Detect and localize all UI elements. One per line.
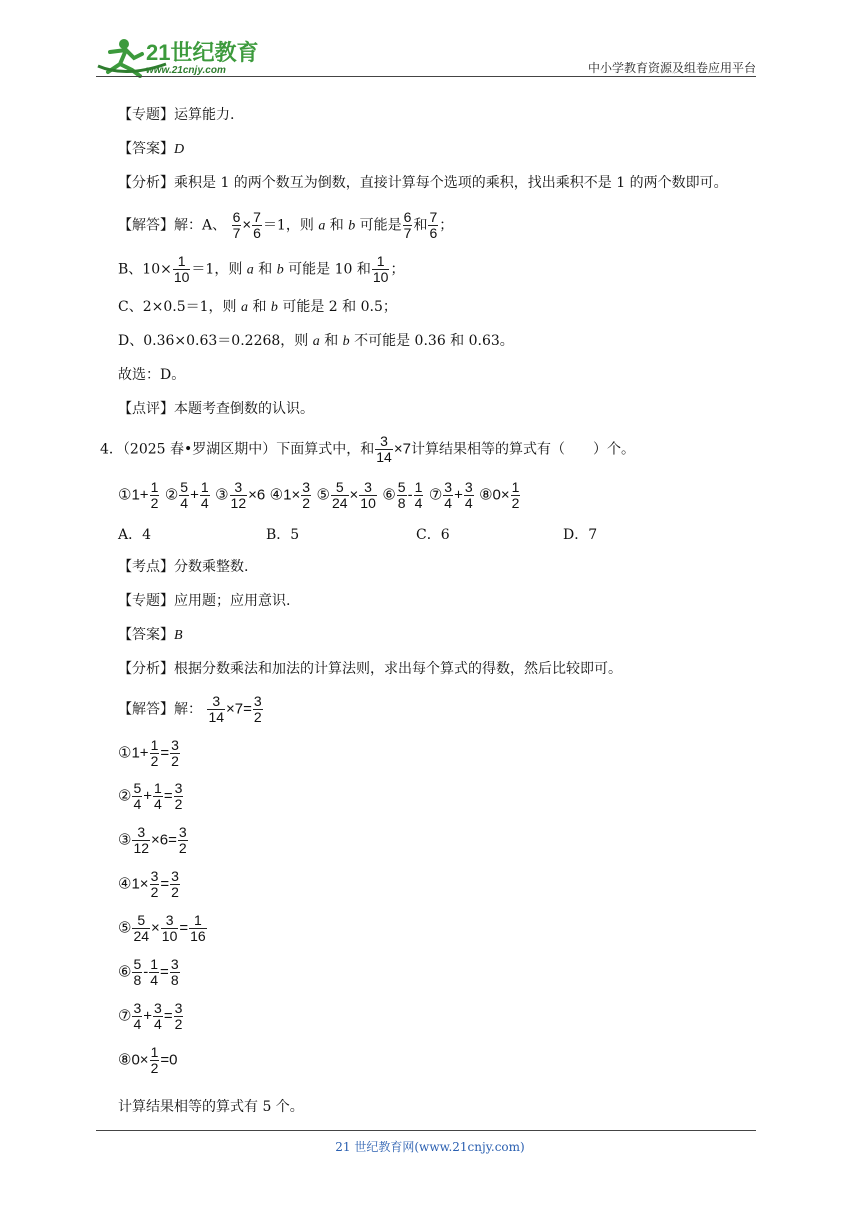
denominator: 8 [133,972,142,988]
times-sign: × [151,831,160,849]
numerator: 3 [464,479,473,495]
stem-pre: （2025 春•罗湖区期中）下面算式中，和 [122,441,375,458]
answer-label: 【答案】 [118,627,174,643]
equals-sign: = [179,919,189,937]
denominator: 8 [397,495,406,511]
var-b: b [348,218,356,234]
mark-5: ⑤ [118,918,132,937]
equals-sign: = [163,1007,173,1025]
answer-value: D [174,142,185,157]
var-a: a [318,218,326,234]
var-a: a [246,262,254,278]
q3-solution-d [118,331,514,352]
num: 0 [169,1051,178,1069]
numerator: 1 [150,956,159,972]
numerator: 3 [234,479,243,495]
solution-line-6 [118,957,181,988]
fraction-5-4 [179,480,189,511]
mark-4: ④ [269,485,284,504]
num: 0 [131,1051,140,1069]
fraction-3-2 [174,781,184,812]
numerator: 5 [133,956,142,972]
comment-label: 【点评】 [118,401,174,417]
denominator: 6 [253,225,261,241]
semicolon: ； [390,261,405,278]
q3-analysis [118,173,728,193]
q4-stem [100,434,635,465]
numerator: 3 [171,737,179,753]
denominator: 4 [414,495,423,511]
num: 1 [131,875,140,893]
denominator: 2 [150,1060,159,1076]
times-sign: × [139,875,149,893]
mark-8: ⑧ [479,485,493,504]
fraction-3-2 [301,480,311,511]
svg-text:21世纪教育: 21世纪教育 [146,40,259,65]
plus-sign: + [454,486,463,504]
and-word: 和 [258,261,273,278]
denominator: 2 [150,495,159,511]
fraction-3-14 [207,694,225,725]
denominator: 4 [154,1016,162,1032]
choice-b: B．5 [266,527,300,543]
solution-d: D、0.36×0.63＝0.2268，则 [118,333,309,349]
fraction-1-4 [153,781,163,812]
numerator: 3 [302,479,311,495]
plus-sign: + [139,486,149,504]
q4-knowledge-point [118,557,248,577]
equals-sign: = [160,1051,170,1069]
page-header [0,0,860,80]
denominator: 2 [150,753,159,769]
q3-solution-b [118,254,404,285]
topic-text: 运算能力. [174,107,235,123]
footer-divider [96,1130,756,1131]
q3-solution-a [118,210,453,241]
site-name: 中小学教育资源及组卷应用平台 [587,61,756,75]
numerator: 3 [212,693,221,709]
num: 0 [492,486,501,504]
denominator: 14 [376,449,392,465]
numerator: 3 [170,956,179,972]
denominator: 7 [403,225,412,241]
analysis-label: 【分析】 [118,175,174,191]
topic-label: 【专题】 [118,107,174,123]
fraction-3-8 [170,957,180,988]
numerator: 1 [414,479,423,495]
denominator: 2 [150,884,159,900]
plus-sign: + [139,744,149,762]
denominator: 4 [154,796,162,812]
topic-label: 【专题】 [118,593,174,609]
q3-answer [118,139,184,160]
num: 6 [256,486,266,504]
var-a: a [240,300,248,315]
mark-7: ⑦ [118,1006,132,1025]
q3-solution-c [118,297,397,318]
numerator: 3 [133,1000,142,1016]
solution-prefix: 解： [174,701,202,718]
numerator: 3 [174,780,183,796]
numerator: 6 [403,209,412,225]
numerator: 3 [174,1000,183,1016]
num: 6 [159,831,169,849]
q3-topic [118,105,234,125]
q4-topic [118,591,290,611]
and-word: 和 [329,217,344,234]
fraction-1-4 [200,480,210,511]
answer-label: 【答案】 [118,141,174,157]
fraction-5-8 [132,957,142,988]
analysis-text: 根据分数乘法和加法的计算法则，求出每个算式的得数，然后比较即可。 [174,661,622,677]
equals-sign: = [168,831,177,849]
times-sign: × [226,700,235,718]
times-sign: × [139,1051,149,1069]
equals-sign: = [163,787,173,805]
solution-line-1 [118,738,181,769]
denominator: 4 [200,495,209,511]
solution-b-tail: 可能是 10 和 [288,261,371,278]
solution-line-4 [118,869,181,900]
numerator: 3 [154,1000,162,1016]
fraction-1-4 [414,480,424,511]
fraction-3-2 [174,1001,184,1032]
denominator: 2 [171,753,179,769]
denominator: 24 [133,928,150,944]
mark-4: ④ [118,874,132,893]
denominator: 2 [174,796,183,812]
fraction-3-2 [150,869,160,900]
times-sign: × [151,919,160,937]
choice-a: A．4 [118,527,152,543]
numerator: 3 [137,824,146,840]
and-word: 和 [252,299,267,315]
denominator: 8 [170,972,179,988]
solution-d-tail: 不可能是 0.36 和 0.63。 [354,333,514,349]
stem-post: 计算结果相等的算式有（ ）个。 [410,441,635,458]
fraction-5-4 [132,781,142,812]
site-logo[interactable] [96,36,266,78]
mark-3: ③ [215,485,229,504]
numerator: 3 [364,479,372,495]
and-word: 和 [324,333,339,349]
numerator: 5 [180,479,189,495]
fraction-3-4 [132,1001,142,1032]
num: 1 [131,744,140,762]
solution-c: C、2×0.5＝1，则 [118,299,237,315]
kp-text: 分数乘整数. [174,559,249,575]
numerator: 1 [194,912,202,928]
solution-a-prefix: 解：A、 [174,217,227,234]
answer-value: B [174,628,183,643]
fraction-3-2 [170,869,180,900]
equals-sign: = [160,963,169,981]
var-a: a [312,334,320,349]
var-b: b [270,300,278,315]
q4-answer [118,625,183,646]
plus-sign: + [143,1007,153,1025]
solution-a-mid: ＝1，则 [262,217,314,234]
mark-2: ② [118,786,132,805]
fraction-1-10 [173,254,191,285]
number-7: 7 [402,440,411,458]
numerator: 5 [137,912,146,928]
mark-1: ① [118,485,132,504]
times-sign: × [248,486,257,504]
fraction-1-2 [150,738,160,769]
plus-sign: + [143,787,153,805]
denominator: 2 [178,840,187,856]
solution-label: 【解答】 [118,217,174,234]
numerator: 1 [150,1044,159,1060]
num: 1 [283,486,292,504]
solution-b-mid: ＝1，则 [191,261,243,278]
topic-text: 应用题；应用意识. [174,593,291,609]
denominator: 4 [133,796,142,812]
denominator: 2 [174,1016,183,1032]
denominator: 12 [133,840,150,856]
numerator: 7 [429,209,438,225]
denominator: 16 [190,928,206,944]
equals-sign: = [160,744,170,762]
fraction-3-2 [253,694,263,725]
semicolon: ； [439,217,454,234]
mark-6: ⑥ [382,485,396,504]
numerator: 3 [178,824,187,840]
q4-conclusion: 计算结果相等的算式有 5 个。 [118,1099,304,1115]
equals-sign: = [160,875,170,893]
numerator: 1 [154,780,162,796]
fraction-7-6 [428,210,438,241]
minus-sign: - [143,963,149,981]
numerator: 3 [380,433,388,449]
fraction-1-2 [150,480,160,511]
times-sign: × [242,216,252,234]
plus-sign: + [190,486,199,504]
numerator: 1 [200,479,209,495]
num: 1 [131,486,140,504]
fraction-1-16 [189,913,207,944]
numerator: 6 [232,209,241,225]
choice-c: C．6 [416,527,450,543]
times-sign: × [393,440,403,458]
solution-b-prefix: B、10× [118,261,172,278]
denominator: 10 [173,269,190,285]
times-sign: × [349,486,359,504]
fraction-1-2 [511,480,521,511]
q4-expressions [118,480,521,511]
fraction-6-7 [232,210,242,241]
solution-line-3 [118,825,189,856]
mark-7: ⑦ [428,485,443,504]
comment-text: 本题考查倒数的认识。 [174,401,314,417]
denominator: 14 [208,709,225,725]
analysis-text: 乘积是 1 的两个数互为倒数，直接计算每个选项的乘积，找出乘积不是 1 的两个数即可。 [174,175,728,191]
fraction-3-12 [132,825,150,856]
q3-conclusion: 故选：D。 [118,367,186,383]
denominator: 2 [302,495,311,511]
numerator: 1 [511,479,520,495]
denominator: 4 [133,1016,142,1032]
fraction-3-12 [230,480,248,511]
numerator: 7 [253,209,261,225]
solution-a-tail: 可能是 [359,217,402,234]
mark-1: ① [118,743,132,762]
numerator: 3 [444,479,453,495]
analysis-label: 【分析】 [118,661,174,677]
solution-line-8 [118,1045,177,1076]
logo-graphic [96,36,266,78]
denominator: 10 [161,928,178,944]
numerator: 1 [150,479,159,495]
header-divider [96,76,756,77]
denominator: 4 [180,495,189,511]
var-b: b [342,334,350,349]
fraction-5-24 [132,913,150,944]
fraction-3-10 [161,913,179,944]
numerator: 1 [376,253,385,269]
q3-comment [118,399,314,419]
numerator: 3 [165,912,174,928]
solution-line-5 [118,913,208,944]
solution-label: 【解答】 [118,701,174,718]
denominator: 2 [171,884,179,900]
denominator: 10 [372,269,389,285]
denominator: 2 [511,495,520,511]
equals-sign: = [243,700,252,718]
denominator: 4 [444,495,453,511]
numerator: 5 [133,780,142,796]
times-sign: × [291,486,301,504]
kp-label: 【考点】 [118,559,174,575]
mark-3: ③ [118,830,132,849]
fraction-5-8 [397,480,407,511]
numerator: 3 [171,868,179,884]
numerator: 5 [397,479,406,495]
numerator: 1 [150,737,159,753]
fraction-3-4 [153,1001,163,1032]
footer-link[interactable]: 21 世纪教育网(www.21cnjy.com) [335,1140,525,1154]
q4-analysis [118,659,622,679]
fraction-3-2 [170,738,180,769]
denominator: 24 [331,495,348,511]
fraction-3-4 [464,480,474,511]
question-number: 4． [100,441,123,458]
fraction-7-6 [252,210,262,241]
denominator: 4 [464,495,473,511]
fraction-1-2 [150,1045,160,1076]
numerator: 3 [253,693,262,709]
solution-c-tail: 可能是 2 和 0.5； [282,299,397,315]
fraction-3-4 [443,480,453,511]
and-word: 和 [413,217,428,234]
mark-5: ⑤ [316,485,330,504]
svg-text:www.21cnjy.com: www.21cnjy.com [146,65,226,76]
numerator: 5 [335,479,344,495]
solution-line-2 [118,781,184,812]
denominator: 7 [232,225,241,241]
denominator: 6 [429,225,438,241]
fraction-3-10 [359,480,377,511]
fraction-3-2 [178,825,188,856]
denominator: 10 [360,495,376,511]
fraction-5-24 [331,480,349,511]
numerator: 1 [177,253,186,269]
fraction-3-14 [375,434,393,465]
numerator: 3 [150,868,159,884]
solution-line-7 [118,1001,184,1032]
num: 7 [234,700,244,718]
denominator: 4 [150,972,159,988]
mark-6: ⑥ [118,962,132,981]
denominator: 2 [253,709,262,725]
var-b: b [276,262,284,278]
choice-d: D．7 [563,527,598,543]
denominator: 12 [230,495,247,511]
mark-8: ⑧ [118,1050,132,1069]
times-sign: × [500,486,510,504]
mark-2: ② [164,485,179,504]
q4-solution-head [118,694,264,725]
fraction-1-4 [149,957,159,988]
fraction-1-10 [372,254,390,285]
minus-sign: - [407,486,413,504]
fraction-6-7 [403,210,413,241]
